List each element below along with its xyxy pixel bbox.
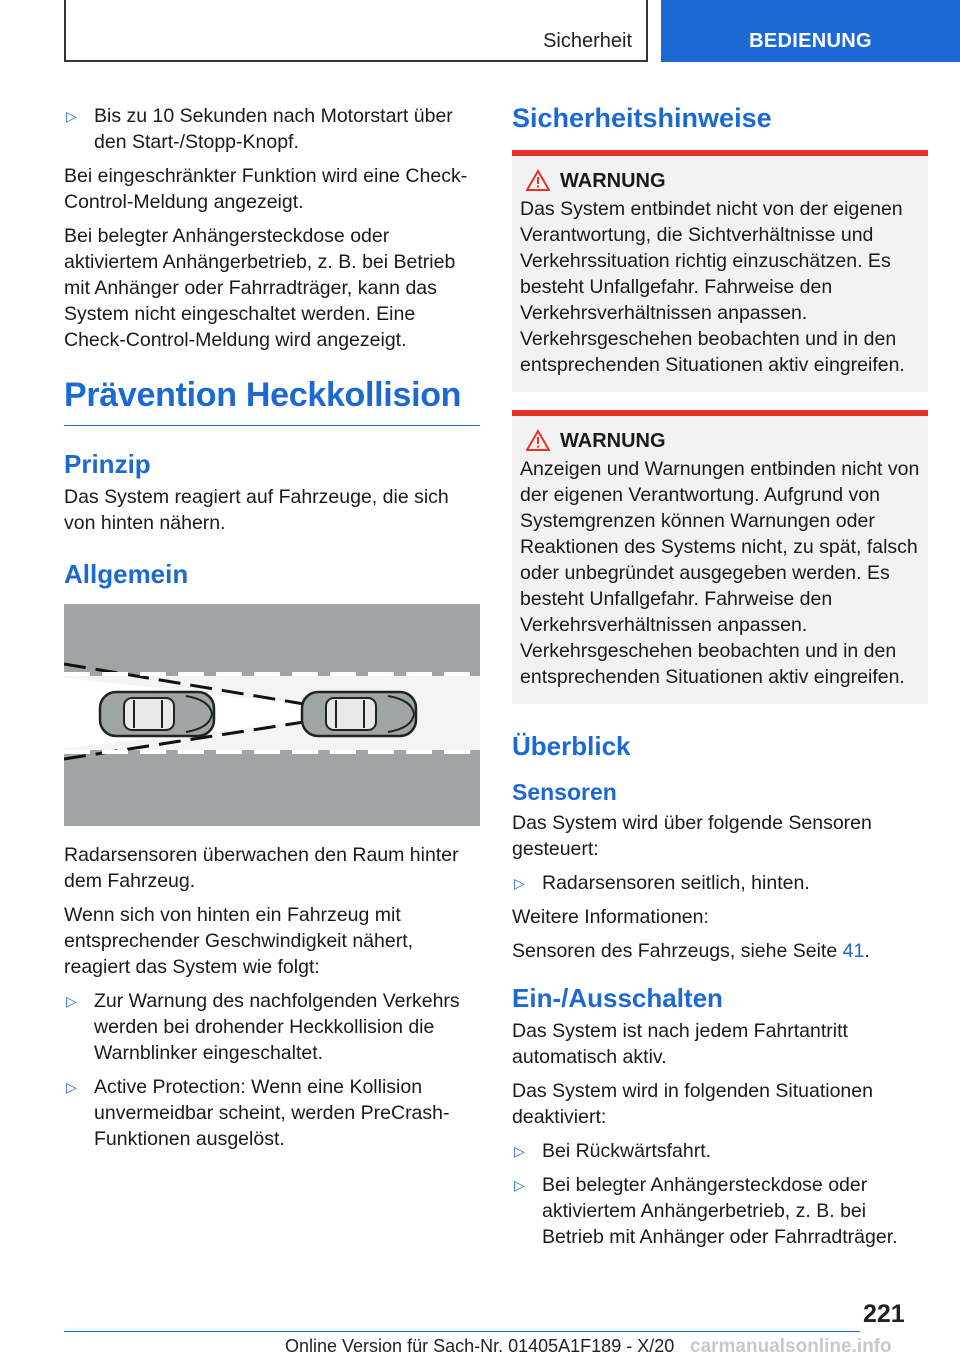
- paragraph-sensors-ref: [512, 938, 928, 964]
- page-title: Prävention Heckkollision: [64, 375, 480, 426]
- warning-box: [512, 150, 928, 392]
- page-number: 221: [863, 1300, 905, 1328]
- list-item: [64, 988, 480, 1066]
- warning-text: Anzeigen und Warnungen entbinden nicht von der eigenen Verantwortung. Aufgrund von Systemgrenzen können Warnungen oder Reaktionen des Systems nicht, zu spät, falsch oder unbegründet ausgegeben werden. Es besteht Unfallgefahr. Fahrweise den Verkehrsverhältnissen anpassen. Verkehrsgeschehen beobachten und in den entsprechenden Situationen aktiv eingreifen.: [520, 458, 920, 688]
- paragraph-onoff-1: Das System ist nach jedem Fahrtantritt automatisch aktiv.: [512, 1020, 848, 1068]
- footer-divider: [64, 1331, 860, 1332]
- heading-onoff: Ein-/Ausschalten: [512, 983, 723, 1013]
- list-item: [512, 1138, 928, 1164]
- list-item: [64, 1074, 480, 1152]
- car-icon-front: [302, 692, 416, 736]
- heading-sensors: Sensoren: [512, 779, 617, 805]
- bullet-text: Bis zu 10 Sekunden nach Motorstart über den Start-/Stopp-Knopf.: [94, 105, 453, 153]
- bullet-triangle-icon: ▷: [514, 1177, 525, 1193]
- warning-box: [512, 410, 928, 704]
- sensors-ref-text: Sensoren des Fahrzeugs, siehe Seite: [512, 940, 843, 962]
- paragraph-onoff-2: Das System wird in folgenden Situationen deaktiviert:: [512, 1080, 873, 1128]
- bullet-triangle-icon: ▷: [66, 993, 77, 1009]
- paragraph-trailer: Bei belegter Anhängersteckdose oder aktiviertem Anhängerbetrieb, z. B. bei Betrieb mit Anhänger oder Fahrradträger, kann das System nicht eingeschaltet werden. Eine Check-Control-Meldung wird angezeigt.: [64, 225, 456, 351]
- header-section-box: [64, 0, 648, 62]
- bullet-text: Zur Warnung des nachfolgenden Verkehrs werden bei drohender Heckkollision die Warnblinker eingeschaltet.: [94, 990, 460, 1064]
- paragraph-prinzip: Das System reagiert auf Fahrzeuge, die sich von hinten nähern.: [64, 486, 449, 534]
- rear-collision-figure: [64, 604, 480, 826]
- list-item: [512, 870, 928, 896]
- paragraph-restricted: Bei eingeschränkter Funktion wird eine Check-Control-Meldung angezeigt.: [64, 165, 468, 213]
- warning-triangle-icon: [526, 429, 550, 458]
- bullet-text: Bei belegter Anhängersteckdose oder aktiviertem Anhängerbetrieb, z. B. bei Betrieb mit Anhänger oder Fahrradträger.: [542, 1174, 898, 1248]
- footer-online-version: Online Version für Sach-Nr. 01405A1F189 - X/20: [285, 1336, 675, 1356]
- paragraph-sensors: Das System wird über folgende Sensoren gesteuert:: [512, 812, 872, 860]
- page-link[interactable]: 41: [842, 940, 865, 962]
- heading-prinzip: Prinzip: [64, 449, 151, 479]
- bullet-triangle-icon: ▷: [66, 1079, 77, 1095]
- paragraph-more-info: Weitere Informationen:: [512, 906, 709, 928]
- paragraph-radar: Radarsensoren überwachen den Raum hinter dem Fahrzeug.: [64, 844, 459, 892]
- right-column: [512, 100, 928, 1258]
- bullet-triangle-icon: ▷: [66, 108, 77, 124]
- list-item: [512, 1172, 928, 1250]
- list-item: [64, 103, 480, 155]
- bullet-triangle-icon: ▷: [514, 875, 525, 891]
- bullet-text: Radarsensoren seitlich, hinten.: [542, 872, 810, 894]
- heading-allgemein: Allgemein: [64, 559, 189, 589]
- bullet-triangle-icon: ▷: [514, 1143, 525, 1159]
- warning-label: WARNUNG: [560, 170, 666, 192]
- paragraph-approach: Wenn sich von hinten ein Fahrzeug mit entsprechender Geschwindigkeit nähert, reagiert das System wie folgt:: [64, 904, 414, 978]
- header-chapter-tab: [661, 0, 960, 62]
- warning-label: WARNUNG: [560, 430, 666, 452]
- warning-triangle-icon: [526, 169, 550, 198]
- bullet-text: Bei Rückwärtsfahrt.: [542, 1140, 712, 1162]
- left-column: [64, 103, 480, 1160]
- warning-heading: [520, 168, 920, 194]
- warning-text: Das System entbindet nicht von der eigenen Verantwortung, die Sichtverhältnisse und Verkehrssituation richtig einzuschätzen. Es besteht Unfallgefahr. Fahrweise den Verkehrsverhältnissen anpassen. Verkehrsgeschehen beobachten und in den entsprechenden Situationen aktiv eingreifen.: [520, 198, 905, 376]
- car-icon-rear: [100, 692, 214, 736]
- sensors-ref-end: .: [864, 940, 870, 962]
- warning-heading: [520, 428, 920, 454]
- watermark: carmanualsonline.info: [690, 1336, 892, 1357]
- heading-overview: Überblick: [512, 731, 631, 761]
- header-chapter-label: BEDIENUNG: [749, 30, 872, 52]
- road-illustration: [64, 604, 480, 826]
- header-section-title: Sicherheit: [543, 30, 632, 52]
- bullet-text: Active Protection: Wenn eine Kollision unvermeidbar scheint, werden PreCrash-Funktionen ausgelöst.: [94, 1076, 450, 1150]
- heading-safety: Sicherheitshinweise: [512, 103, 772, 133]
